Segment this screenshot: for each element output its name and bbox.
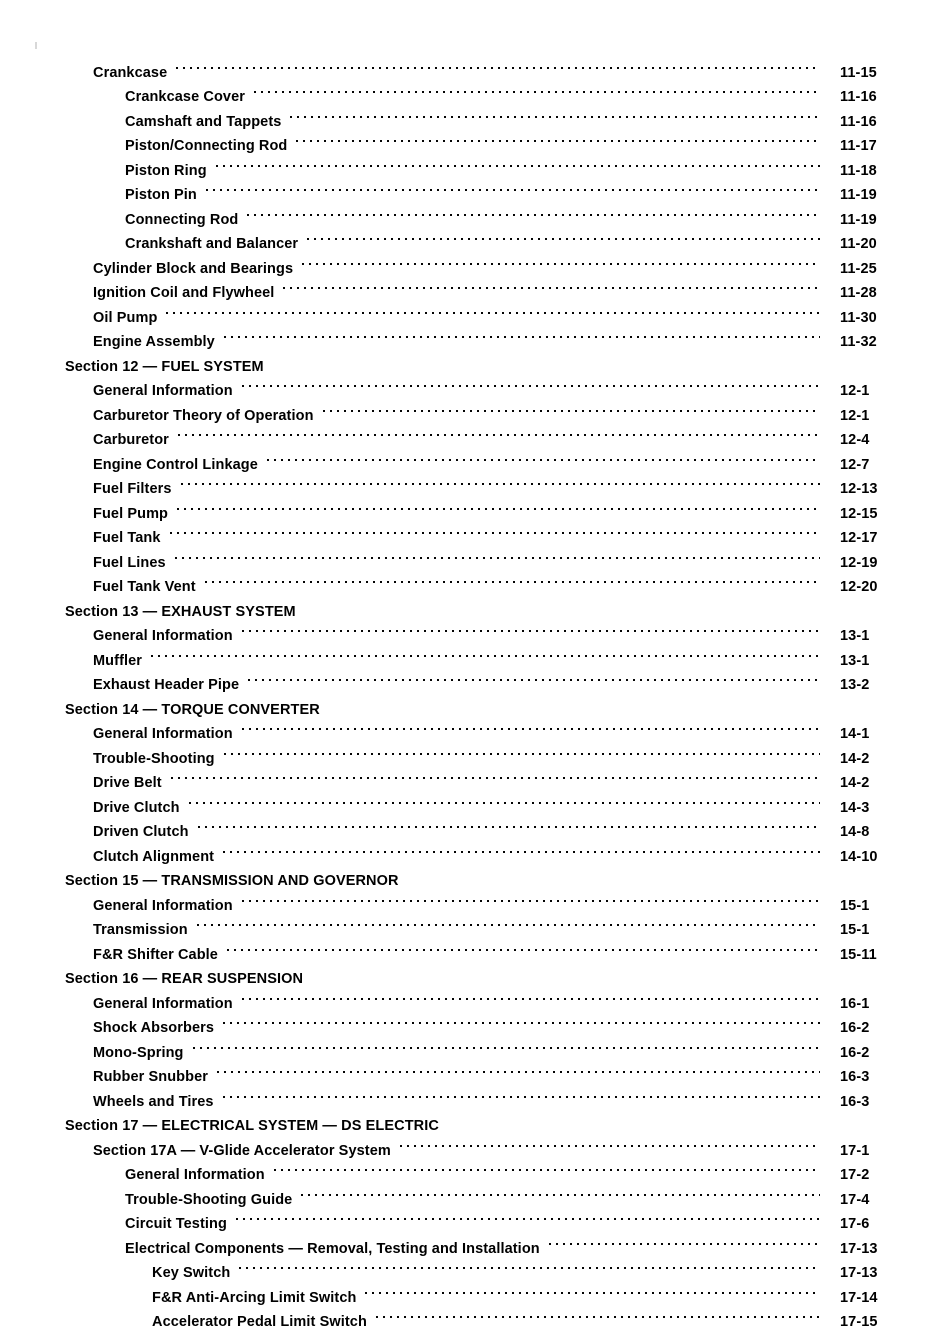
toc-entry-label: Carburetor Theory of Operation: [93, 407, 314, 424]
toc-page-number: 13-1: [840, 628, 870, 644]
dot-leader: [323, 395, 820, 420]
toc-page-number: 13-2: [840, 677, 870, 693]
toc-page-number: 12-17: [840, 530, 878, 546]
toc-entry[interactable]: [0, 52, 935, 81]
dot-leader: [242, 616, 820, 641]
dot-leader: [400, 1130, 820, 1155]
toc-entry-label: Crankshaft and Balancer: [125, 236, 299, 252]
toc-section-title: Section 17 — ELECTRICAL SYSTEM — DS ELECTRIC: [65, 1118, 439, 1134]
toc-entry-label: Transmission: [93, 922, 188, 938]
toc-entry-label: Driven Clutch: [93, 824, 189, 840]
dot-leader: [242, 371, 820, 396]
dot-leader: [223, 1081, 820, 1106]
toc-page-number: 11-30: [840, 309, 877, 326]
dot-leader: [239, 1253, 820, 1278]
dot-leader: [302, 248, 820, 273]
toc-entry-label: Piston Ring: [125, 162, 207, 179]
toc-entry-label: F&R Anti-Arcing Limit Switch: [152, 1289, 357, 1306]
toc-page-number: 17-4: [840, 1191, 870, 1208]
dot-leader: [181, 469, 820, 494]
dot-leader: [303, 959, 820, 984]
toc-entry-label: Fuel Pump: [93, 505, 169, 522]
toc-entry-label: Crankcase Cover: [125, 89, 245, 105]
toc-page-number: 17-13: [840, 1265, 878, 1281]
toc-entry-label: Wheels and Tires: [93, 1093, 214, 1110]
dot-leader: [224, 322, 820, 347]
dot-leader: [170, 518, 820, 543]
toc-page-number: 12-4: [840, 432, 870, 448]
toc-entry-label: Trouble-Shooting Guide: [125, 1191, 293, 1208]
toc-entry-label: Electrical Components — Removal, Testing and Installation: [125, 1240, 540, 1257]
dot-leader: [197, 910, 820, 935]
toc-entry-label: Camshaft and Tappets: [125, 113, 282, 130]
dot-leader: [242, 714, 820, 739]
toc-entry-label: Key Switch: [152, 1265, 231, 1281]
toc-entry-label: General Information: [93, 726, 233, 742]
toc-page-number: 11-20: [840, 236, 877, 252]
toc-entry-label: Accelerator Pedal Limit Switch: [152, 1314, 367, 1330]
dot-leader: [549, 1228, 820, 1253]
toc-entry-label: Piston Pin: [125, 187, 197, 203]
toc-page-number: 11-18: [840, 162, 877, 179]
dot-leader: [254, 77, 820, 102]
dot-leader: [227, 934, 820, 959]
toc-page-number: 17-13: [840, 1240, 878, 1257]
toc-entry-label: Drive Belt: [93, 775, 162, 791]
dot-leader: [296, 126, 820, 151]
dot-leader: [274, 1155, 820, 1180]
toc-page-number: 17-2: [840, 1167, 870, 1183]
table-of-contents-list: [0, 52, 935, 1330]
toc-section-title: Section 12 — FUEL SYSTEM: [65, 358, 264, 375]
toc-entry-label: General Information: [93, 383, 233, 399]
dot-leader: [290, 101, 820, 126]
toc-page-number: 12-1: [840, 383, 870, 399]
toc-page-number: 17-15: [840, 1314, 878, 1330]
toc-page-number: 11-19: [840, 187, 877, 203]
toc-page-number: 16-3: [840, 1093, 870, 1110]
dot-leader: [365, 1277, 820, 1302]
toc-entry-label: Oil Pump: [93, 309, 158, 326]
dot-leader: [399, 861, 820, 886]
toc-page-number: 12-20: [840, 579, 878, 595]
toc-page-number: 12-15: [840, 505, 878, 522]
toc-page-number: 16-2: [840, 1020, 870, 1036]
dot-leader: [193, 1032, 821, 1057]
toc-page-number: 14-3: [840, 799, 870, 816]
toc-page-number: 15-11: [840, 946, 877, 963]
toc-page-number: 16-3: [840, 1069, 870, 1085]
dot-leader: [236, 1204, 820, 1229]
toc-page-number: 14-10: [840, 848, 878, 865]
toc-entry-label: Carburetor: [93, 432, 169, 448]
dot-leader: [242, 885, 820, 910]
dot-leader: [175, 542, 820, 567]
toc-page-number: 14-2: [840, 750, 870, 767]
toc-entry-label: Clutch Alignment: [93, 848, 215, 865]
toc-page-number: 11-17: [840, 138, 877, 154]
toc-entry-label: Muffler: [93, 652, 143, 669]
toc-page-number: 11-19: [840, 211, 877, 228]
toc-page-number: 16-2: [840, 1044, 870, 1061]
dot-leader: [264, 346, 820, 371]
toc-entry-label: Fuel Tank: [93, 530, 161, 546]
toc-page-number: 17-14: [840, 1289, 878, 1306]
toc-entry-label: Piston/Connecting Rod: [125, 138, 288, 154]
dot-leader: [242, 983, 820, 1008]
toc-entry-label: General Information: [93, 995, 233, 1012]
toc-page-number: 11-25: [840, 260, 877, 277]
toc-entry-label: Exhaust Header Pipe: [93, 677, 240, 693]
toc-page-number: 15-1: [840, 922, 870, 938]
toc-page-number: 12-7: [840, 456, 870, 473]
toc-section-title: Section 16 — REAR SUSPENSION: [65, 971, 304, 987]
toc-page-number: 13-1: [840, 652, 870, 669]
dot-leader: [307, 224, 820, 249]
dot-leader: [206, 175, 820, 200]
toc-page-number: 11-32: [840, 334, 877, 350]
toc-entry-label: Mono-Spring: [93, 1044, 184, 1061]
toc-entry-label: Rubber Snubber: [93, 1069, 208, 1085]
dot-leader: [216, 150, 820, 175]
dot-leader: [247, 199, 820, 224]
toc-entry-label: Circuit Testing: [125, 1216, 227, 1232]
dot-leader: [223, 1008, 820, 1033]
toc-entry-label: Fuel Lines: [93, 554, 166, 571]
toc-entry-label: Cylinder Block and Bearings: [93, 260, 294, 277]
toc-entry-label: Ignition Coil and Flywheel: [93, 285, 275, 301]
toc-page-number: 15-1: [840, 897, 870, 914]
toc-entry-label: Trouble-Shooting: [93, 750, 215, 767]
dot-leader: [178, 420, 820, 445]
toc-page-number: 11-16: [840, 113, 877, 130]
dot-leader: [151, 640, 820, 665]
toc-entry-label: Drive Clutch: [93, 799, 180, 816]
dot-leader: [301, 1179, 820, 1204]
toc-entry-label: General Information: [93, 897, 233, 914]
dot-leader: [283, 273, 820, 298]
toc-entry-label: Connecting Rod: [125, 211, 239, 228]
dot-leader: [166, 297, 820, 322]
toc-section-title: Section 14 — TORQUE CONVERTER: [65, 701, 320, 718]
toc-page-number: 11-28: [840, 285, 877, 301]
dot-leader: [296, 591, 820, 616]
scan-artifact-speck: [35, 42, 37, 49]
toc-section-title: Section 13 — EXHAUST SYSTEM: [65, 603, 296, 620]
dot-leader: [248, 665, 820, 690]
dot-leader: [376, 1302, 820, 1327]
dot-leader: [267, 444, 820, 469]
toc-page-number: 11-16: [840, 89, 877, 105]
dot-leader: [439, 1106, 820, 1131]
dot-leader: [176, 52, 820, 77]
toc-page-number: 14-2: [840, 775, 870, 791]
dot-leader: [217, 1057, 820, 1082]
toc-page-number: 14-1: [840, 726, 870, 742]
toc-section-title: Section 15 — TRANSMISSION AND GOVERNOR: [65, 873, 399, 889]
toc-entry-label: Engine Assembly: [93, 334, 215, 350]
dot-leader: [171, 763, 820, 788]
toc-entry-label: F&R Shifter Cable: [93, 946, 218, 963]
toc-entry-label: Engine Control Linkage: [93, 456, 258, 473]
toc-entry-label: Shock Absorbers: [93, 1020, 215, 1036]
toc-entry-label: Crankcase: [93, 64, 168, 81]
toc-page-number: 12-13: [840, 481, 878, 497]
dot-leader: [320, 689, 820, 714]
toc-entry-label: General Information: [93, 628, 233, 644]
dot-leader: [224, 738, 820, 763]
toc-entry-label: Fuel Tank Vent: [93, 579, 196, 595]
dot-leader: [198, 812, 820, 837]
toc-page-number: 14-8: [840, 824, 870, 840]
dot-leader: [177, 493, 820, 518]
toc-page-number: 17-6: [840, 1216, 870, 1232]
toc-entry-label: General Information: [125, 1167, 265, 1183]
toc-page-number: 12-19: [840, 554, 878, 571]
toc-entry-label: Section 17A — V-Glide Accelerator System: [93, 1142, 391, 1159]
toc-page-number: 17-1: [840, 1142, 870, 1159]
toc-page-number: 16-1: [840, 995, 870, 1012]
dot-leader: [223, 836, 820, 861]
toc-page-number: 12-1: [840, 407, 870, 424]
dot-leader: [205, 567, 820, 592]
toc-page-number: 11-15: [840, 64, 877, 81]
toc-entry-label: Fuel Filters: [93, 481, 172, 497]
dot-leader: [189, 787, 820, 812]
